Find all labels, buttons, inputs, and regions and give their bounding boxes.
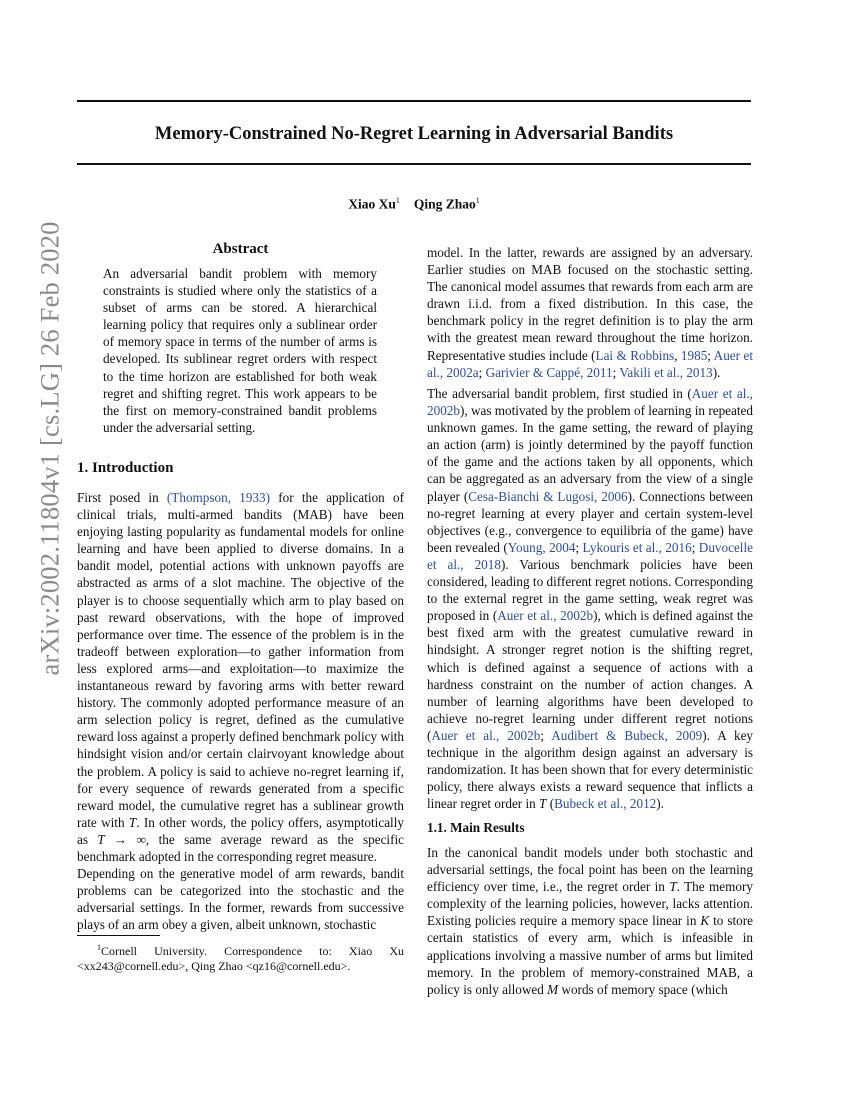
footnote <box>77 940 404 974</box>
paragraph-text: ; <box>612 364 620 380</box>
paragraph-text: ). A key technique in the algorithm design against an adversary is randomization. It has been shown that for every deterministic policy, there always exists a reward sequence that inflicts a linear regret order in <box>427 727 754 812</box>
paragraph-text: . In other words, the policy offers, asymptotically as <box>77 814 404 847</box>
abstract-text: An adversarial bandit problem with memory constraints is studied where only the statistics of a subset of arms can be stored. A hierarchical learning policy that requires only a sublinear order of memory space in terms of the number of arms is developed. Its sublinear regret orders with respect to the time horizon are established for both weak regret and shifting regret. This work appears to be the first on memory-constrained bandit problems under the adversarial setting. <box>103 266 377 435</box>
paragraph-text: , <box>674 347 681 363</box>
citation-link[interactable]: Auer et al., 2002b <box>427 386 753 419</box>
arxiv-identifier: arXiv:2002.11804v1 [cs.LG] 26 Feb 2020 <box>34 221 65 676</box>
title-rule-top <box>77 100 751 102</box>
paragraph-text: ). Various benchmark policies have been considered, leading to different regret notions. Corresponding to the external regret in the game setting, weak regret was proposed in ( <box>427 556 753 624</box>
citation-link[interactable]: Auer et al., 2002a <box>427 347 753 380</box>
paragraph-text: ( <box>546 796 555 812</box>
paragraph-text: ; <box>478 364 486 380</box>
math-symbol: T <box>539 796 547 812</box>
intro-paragraph-2 <box>77 865 404 933</box>
right-paragraph-3 <box>427 844 753 998</box>
abstract-heading: Abstract <box>212 241 269 257</box>
paragraph-text: In the canonical bandit models under both stochastic and adversarial settings, the focal point has been on the learning efficiency over time, i.e., the regret order in <box>427 845 753 895</box>
citation-link[interactable]: Duvocelle et al., 2018 <box>427 539 753 572</box>
citation-link[interactable]: Bubeck et al., 2012 <box>554 796 657 812</box>
paragraph-text: for the application of clinical trials, multi-armed bandits (MAB) have been enjoying lasting popularity as fundamental models for online learning and have been applied to diverse domains. In a bandit model, potential actions with unknown payoffs are abstracted as arms of a slot machine. The objective of the player is to choose sequentially which arm to play based on past reward observations, with the hope of improved performance over time. The essence of the problem is in the tradeoff between exploration—to gather information from less explored arms—and exploitation—to maximize the instantaneous reward by favoring arms with better reward history. The commonly adopted performance measure of an arm selection policy is regret, defined as the cumulative reward loss against a properly defined benchmark policy with hindsight vision and/or certain clairvoyant knowledge about the problem. A policy is said to achieve no-regret learning if, for every sequence of rewards generated from a specific reward model, the cumulative regret has a sublinear growth rate with <box>77 490 404 830</box>
math-symbol: K <box>700 913 710 929</box>
paragraph-text: ; <box>575 539 583 555</box>
paragraph-text: ). <box>656 796 664 812</box>
paragraph-text: Depending on the generative model of arm rewards, bandit problems can be categorized into the stochastic and the adversarial settings. In the former, rewards from successive plays of an arm obey a given, albeit unknown, stochastic <box>77 866 404 933</box>
citation-link[interactable]: Young, 2004 <box>507 539 576 555</box>
author-list <box>77 196 751 213</box>
citation-link[interactable]: Cesa-Bianchi & Lugosi, 2006 <box>468 488 628 504</box>
paragraph-text: ). <box>712 364 721 380</box>
paragraph-text: ), which is defined against the best fixed arm with the greatest cumulative reward in hindsight. A stronger regret notion is the shifting regret, which is defined against a sequence of actions with a hardness constraint on the number of action changes. A number of learning algorithms have been developed to achieve no-regret learning under different regret notions ( <box>427 608 753 743</box>
paragraph-text: to store certain statistics of every arm, which is infeasible in applications involving a massive number of arms but limited memory. In the problem of memory-constrained MAB, a policy is only allowed <box>427 913 753 997</box>
citation-link[interactable]: Auer et al., 2002b <box>431 727 541 743</box>
paragraph-text: ). Connections between no-regret learning at every player and certain system-level objectives (e.g., convergence to equilibria of the game) have been revealed ( <box>427 488 754 555</box>
author-affiliation: 1 <box>395 196 400 205</box>
math-symbol: T <box>669 879 677 895</box>
paragraph-text: . The memory complexity of the learning policies, however, lacks attention. Existing policies require a memory space linear in <box>427 879 753 929</box>
subsection-heading-main-results: 1.1. Main Results <box>427 820 525 835</box>
paragraph-text: ; <box>707 347 714 363</box>
math-symbol: M <box>547 981 559 997</box>
citation-link[interactable]: Audibert & Bubeck, 2009 <box>551 727 703 743</box>
citation-link[interactable]: (Thompson, 1933) <box>166 490 271 505</box>
intro-paragraph-1 <box>77 489 404 865</box>
paragraph-text: ; <box>691 539 699 555</box>
citation-link[interactable]: Auer et al., 2002b <box>497 608 594 624</box>
right-paragraph-2 <box>427 385 753 812</box>
citation-link[interactable]: Garivier & Cappé, 2011 <box>485 364 613 380</box>
footnote-text: Cornell University. Correspondence to: Xiao Xu <xx243@cornell.edu>, Qing Zhao <qz16@cornell.edu>. <box>77 944 404 973</box>
right-paragraph-1 <box>427 244 753 381</box>
math-symbol: T → ∞ <box>97 831 146 847</box>
author-name: Xiao Xu <box>348 196 396 212</box>
citation-link[interactable]: Vakili et al., 2013 <box>619 364 713 380</box>
paragraph-text: ; <box>540 727 552 743</box>
citation-link[interactable]: Lykouris et al., 2016 <box>582 539 692 555</box>
citation-link[interactable]: 1985 <box>680 347 708 363</box>
footnote-marker: 1 <box>97 943 101 952</box>
paragraph-text: First posed in <box>77 490 167 505</box>
paragraph-text: ), was motivated by the problem of learning in repeated unknown games. In the game setting, the reward of playing an action (arm) is jointly determined by the payoff function of the game and the actions taken by all opponents, which can be aggregated as an adversary from the view of a single player ( <box>427 403 753 504</box>
paragraph-text: model. In the latter, rewards are assigned by an adversary. Earlier studies on MAB focused on the stochastic setting. The canonical model assumes that rewards from each arm are drawn i.i.d. from a fixed distribution. In this case, the benchmark policy in the regret definition is to play the arm with the greatest mean reward throughout the time horizon. Representative studies include ( <box>427 245 753 363</box>
paragraph-text: The adversarial bandit problem, first studied in ( <box>427 386 692 401</box>
author-affiliation: 1 <box>475 196 480 205</box>
footnote-rule <box>77 935 160 936</box>
math-symbol: T <box>128 814 137 830</box>
paper-title: Memory-Constrained No-Regret Learning in Adversarial Bandits <box>154 124 674 144</box>
paragraph-text: words of memory space (which <box>558 981 728 997</box>
title-rule-bottom <box>77 163 751 165</box>
paragraph-text: , the same average reward as the specific benchmark adopted in the corresponding regret measure. <box>77 831 404 864</box>
citation-link[interactable]: Lai & Robbins <box>595 347 675 363</box>
author-name: Qing Zhao <box>413 196 476 212</box>
section-heading-introduction: 1. Introduction <box>77 460 174 476</box>
